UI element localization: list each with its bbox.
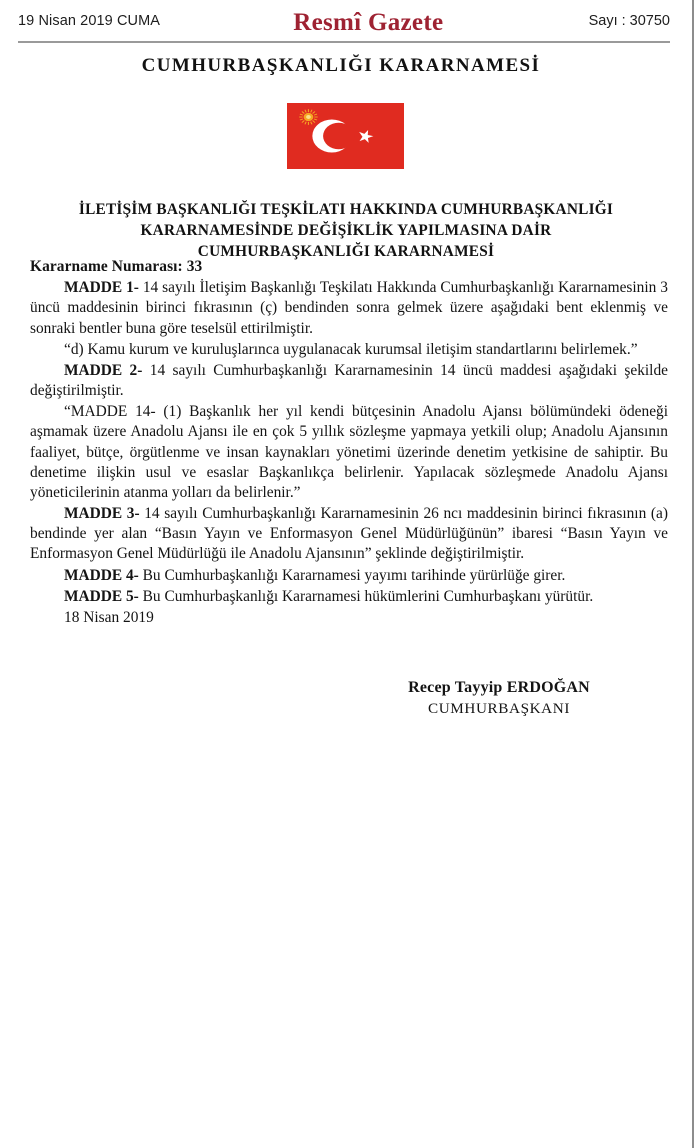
signing-date: 18 Nisan 2019 — [64, 608, 154, 626]
article-text: 14 sayılı İletişim Başkanlığı Teşkilatı Hakkında Cumhurbaşkanlığı Kararnamesinin 3 üncü maddesinin birinci fıkrasının (ç) bendinden sonra gelmek üzere aşağıdaki bent eklenmiş ve sonraki bentler buna göre teselsül ettirilmiştir. — [30, 279, 668, 337]
article-paragraph — [30, 566, 668, 586]
masthead-issue-number: Sayı : 30750 — [588, 13, 670, 29]
article-text: “d) Kamu kurum ve kuruluşlarınca uygulanacak kurumsal iletişim standartlarını belirlemek.” — [64, 340, 638, 358]
article-marker: MADDE 1- — [64, 279, 139, 297]
article-marker: MADDE 2- — [64, 361, 143, 379]
article-paragraph — [30, 402, 668, 503]
decree-number: Kararname Numarası: 33 — [30, 258, 203, 275]
article-paragraph — [30, 278, 668, 339]
signature-block — [330, 678, 668, 719]
masthead — [18, 10, 670, 40]
turkish-flag-icon — [287, 103, 404, 169]
decree-title — [40, 199, 652, 262]
decree-title-line-3: CUMHURBAŞKANLIĞI KARARNAMESİ — [197, 243, 495, 261]
decree-title-line-2: KARARNAMESİNDE DEĞİŞİKLİK YAPILMASINA DAİR — [140, 222, 552, 240]
article-marker: MADDE 5- — [64, 587, 139, 605]
article-paragraph — [30, 504, 668, 565]
masthead-title: Resmî Gazete — [293, 9, 444, 36]
article-text: 14 sayılı Cumhurbaşkanlığı Kararnamesinin 14 üncü maddesi aşağıdaki şekilde değiştirilmiştir. — [30, 361, 668, 400]
article-paragraph — [30, 587, 668, 607]
decree-title-line-1: İLETİŞİM BAŞKANLIĞI TEŞKİLATI HAKKINDA CUMHURBAŞKANLIĞI — [78, 201, 614, 218]
article-paragraph — [30, 361, 668, 401]
article-text: Bu Cumhurbaşkanlığı Kararnamesi yayımı tarihinde yürürlüğe girer. — [138, 566, 566, 584]
decree-body — [30, 257, 668, 628]
masthead-date: 19 Nisan 2019 CUMA — [18, 13, 161, 29]
article-marker: MADDE 4- — [64, 566, 139, 584]
signatory-role: CUMHURBAŞKANI — [428, 699, 570, 717]
article-marker: MADDE 3- — [64, 505, 140, 523]
article-paragraph — [30, 340, 668, 360]
article-text: “MADDE 14- (1) Başkanlık her yıl kendi bütçesinin Anadolu Ajansı bölümündeki ödeneği aşmamak üzere Anadolu Ajansı ile en çok 5 yıllık sözleşme yapmaya yetkili olup; Anadolu Ajansının faaliyet, bütçe, örgütlenme ve insan kaynakları yönetimi üzerinde denetim yetkisine de sahiptir. Bu denetime ilişkin usul ve esaslar Başkanlıkça belirlenir. Yapılacak sözleşmede Anadolu Ajansı yöneticilerinin atanma yolları da belirlenir.” — [30, 403, 668, 501]
masthead-divider — [18, 41, 670, 43]
article-text: 14 sayılı Cumhurbaşkanlığı Kararnamesinin 26 ncı maddesinin birinci fıkrasının (a) bendinde yer alan “Basın Yayın ve Enformasyon Genel Müdürlüğünün” ibaresi “Basın Yayın ve Enformasyon Genel Müdürlüğü ile Anadolu Ajansının” şeklinde değiştirilmiştir. — [30, 505, 668, 563]
article-text: Bu Cumhurbaşkanlığı Kararnamesi hükümlerini Cumhurbaşkanı yürütür. — [138, 587, 594, 605]
document-kind-heading: CUMHURBAŞKANLIĞI KARARNAMESİ — [141, 55, 541, 76]
signatory-name: Recep Tayyip ERDOĞAN — [408, 679, 590, 696]
